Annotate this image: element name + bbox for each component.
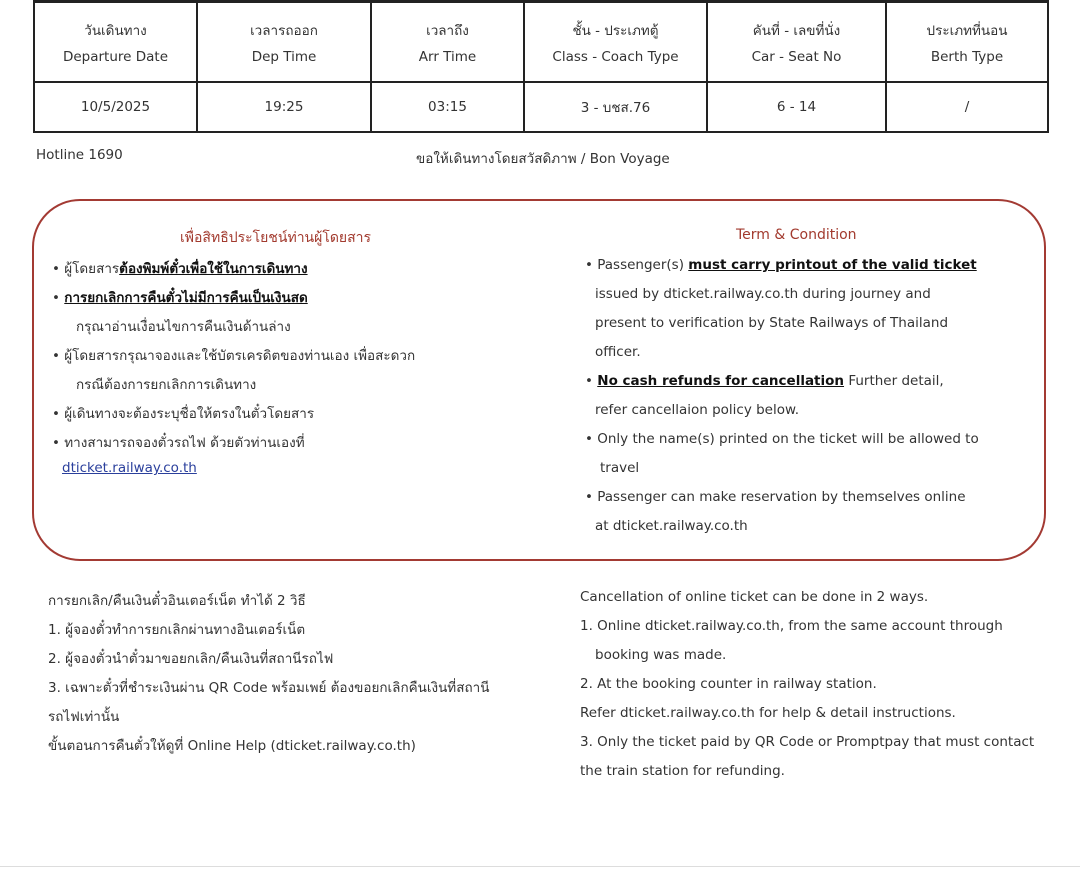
table-header-row	[34, 2, 1048, 83]
header-en-label: Berth Type	[930, 49, 1004, 65]
term-en-line: travel	[600, 460, 640, 476]
term-text: •	[52, 290, 65, 306]
cancel-en-line: Refer dticket.railway.co.th for help & detail instructions.	[580, 705, 956, 721]
header-en-label: Arr Time	[418, 49, 477, 65]
header-th-label: ชั้น - ประเภทตู้	[572, 23, 659, 39]
table-row	[34, 82, 1048, 132]
cancel-th-line: การยกเลิก/คืนเงินตั๋วอินเตอร์เน็ต ทำได้ 2 วิธี	[48, 593, 306, 609]
header-berth-type	[886, 2, 1048, 83]
header-en-label: Departure Date	[62, 49, 169, 65]
cancel-en-line: booking was made.	[595, 647, 727, 663]
term-en-line: • Passenger can make reservation by themselves online	[585, 489, 966, 505]
cancel-th-line: 2. ผู้จองตั๋วนำตั๋วมาขอยกเลิก/คืนเงินที่สถานีรถไฟ	[48, 651, 334, 667]
term-th-line: กรณีต้องการยกเลิกการเดินทาง	[76, 377, 257, 393]
header-th-label: ประเภทที่นอน	[926, 23, 1008, 39]
term-th-line	[52, 286, 308, 308]
header-en-label: Car - Seat No	[751, 49, 842, 65]
term-en-line	[585, 257, 977, 273]
header-departure-date	[34, 2, 197, 83]
term-text: • ผู้โดยสาร	[52, 261, 120, 277]
header-en-label: Class - Coach Type	[552, 49, 679, 65]
header-en-label: Dep Time	[251, 49, 317, 65]
class-coach-value: 3 - บชส.76	[524, 82, 707, 132]
header-th-label: วันเดินทาง	[84, 23, 147, 39]
header-th-label: คันที่ - เลขที่นั่ง	[752, 23, 841, 39]
term-emphasis: ต้องพิมพ์ตั๋วเพื่อใช้ในการเดินทาง	[119, 261, 308, 277]
term-en-line: at dticket.railway.co.th	[595, 518, 748, 534]
cancel-en-line: the train station for refunding.	[580, 763, 785, 779]
term-emphasis: การยกเลิกการคืนตั๋วไม่มีการคืนเป็นเงินสด	[64, 290, 308, 306]
term-emphasis: No cash refunds for cancellation	[597, 373, 845, 389]
header-th-label: เวลารถออก	[250, 23, 318, 39]
term-en-line: refer cancellaion policy below.	[595, 402, 800, 418]
term-en-line	[585, 373, 944, 389]
term-th-line: • ผู้เดินทางจะต้องระบุชื่อให้ตรงในตั๋วโดยสาร	[52, 406, 315, 422]
header-th-label: เวลาถึง	[426, 23, 469, 39]
cancel-en-line: 1. Online dticket.railway.co.th, from the same account through	[580, 618, 1003, 634]
berth-type-value: /	[886, 82, 1048, 132]
hotline-text: Hotline 1690	[36, 147, 123, 163]
bon-voyage-text: ขอให้เดินทางโดยสวัสดิภาพ / Bon Voyage	[416, 151, 670, 167]
page-bottom-divider	[0, 866, 1080, 867]
trip-details-table	[33, 0, 1049, 133]
term-text: Further detail,	[844, 373, 944, 389]
term-emphasis: must carry printout of the valid ticket	[688, 257, 977, 273]
term-en-line: present to verification by State Railways of Thailand	[595, 315, 949, 331]
cancel-th-line: รถไฟเท่านั้น	[48, 709, 120, 725]
cancel-th-line: 1. ผู้จองตั๋วทำการยกเลิกผ่านทางอินเตอร์เน็ต	[48, 622, 306, 638]
term-th-line: กรุณาอ่านเงื่อนไขการคืนเงินด้านล่าง	[76, 319, 291, 335]
header-arr-time	[371, 2, 524, 83]
term-en-line: • Only the name(s) printed on the ticket will be allowed to	[585, 431, 979, 447]
term-en-line: officer.	[595, 344, 641, 360]
header-dep-time	[197, 2, 371, 83]
cancel-th-line: ขั้นตอนการคืนตั๋วให้ดูที่ Online Help (dticket.railway.co.th)	[48, 738, 416, 754]
car-seat-value: 6 - 14	[707, 82, 886, 132]
term-en-line: issued by dticket.railway.co.th during journey and	[595, 286, 931, 302]
arr-time-value: 03:15	[371, 82, 524, 132]
cancel-en-line: Cancellation of online ticket can be done in 2 ways.	[580, 589, 929, 605]
cancel-en-line: 2. At the booking counter in railway station.	[580, 676, 877, 692]
term-th-line	[52, 257, 308, 279]
term-th-line: • ผู้โดยสารกรุณาจองและใช้บัตรเครดิตของท่านเอง เพื่อสะดวก	[52, 348, 416, 364]
cancel-th-line: 3. เฉพาะตั๋วที่ชำระเงินผ่าน QR Code พร้อมเพย์ ต้องขอยกเลิกคืนเงินที่สถานี	[48, 680, 490, 696]
header-class-coach	[524, 2, 707, 83]
term-text: •	[585, 373, 598, 389]
departure-date-value: 10/5/2025	[34, 82, 197, 132]
dticket-link[interactable]: dticket.railway.co.th	[62, 460, 197, 476]
cancel-en-line: 3. Only the ticket paid by QR Code or Promptpay that must contact	[580, 734, 1035, 750]
terms-title-en: Term & Condition	[736, 227, 857, 243]
terms-title-th: เพื่อสิทธิประโยชน์ท่านผู้โดยสาร	[180, 230, 372, 246]
term-th-line: • ทางสามารถจองตั๋วรถไฟ ด้วยตัวท่านเองที่	[52, 435, 305, 451]
header-car-seat	[707, 2, 886, 83]
dep-time-value: 19:25	[197, 82, 371, 132]
term-text: • Passenger(s)	[585, 257, 689, 273]
